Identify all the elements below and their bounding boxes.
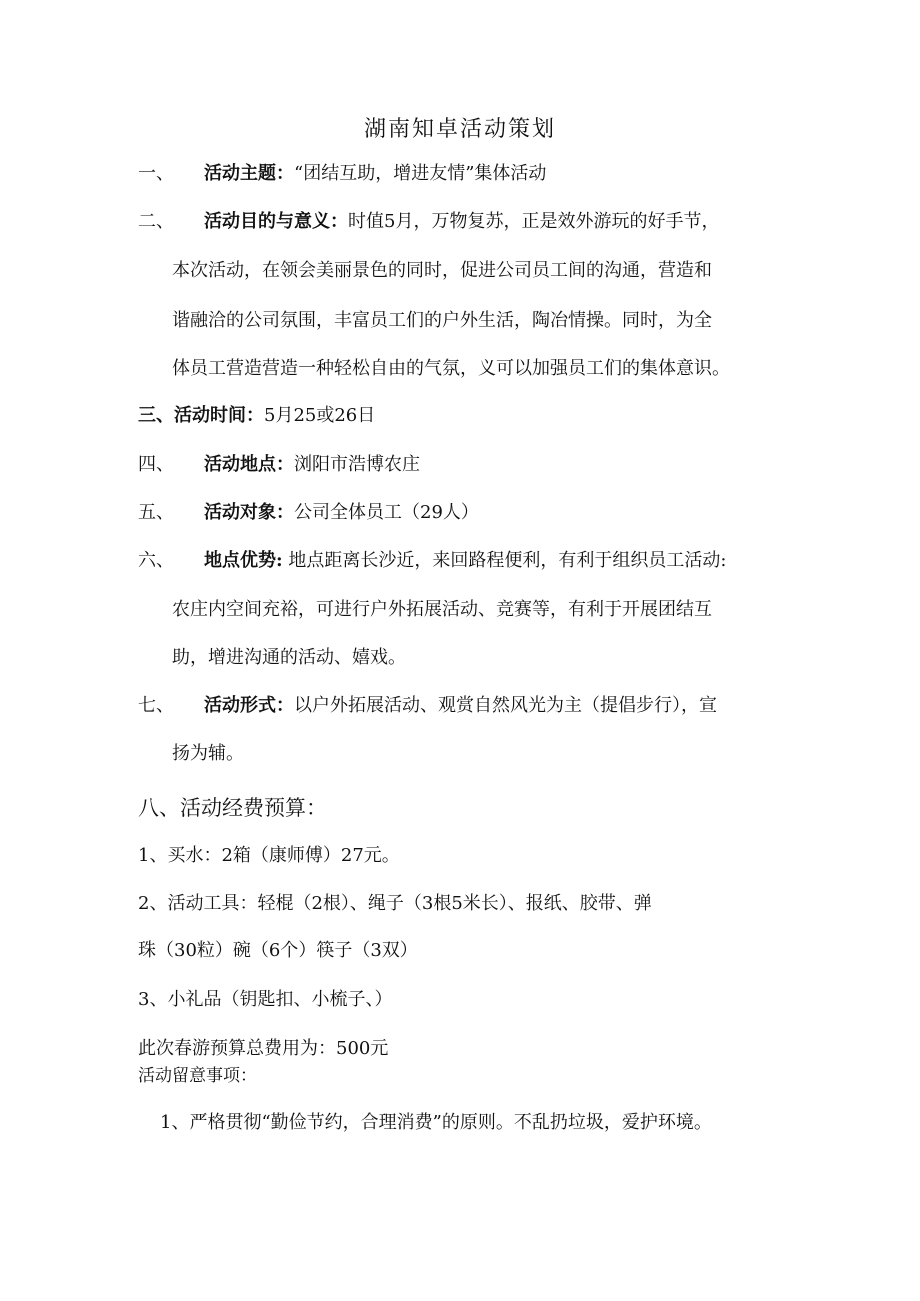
section-1-number: 一、 bbox=[138, 163, 174, 184]
section-6-text: 地点距离长沙近，来回路程便利，有利于组织员工活动: bbox=[282, 550, 727, 571]
section-5-number: 五、 bbox=[138, 502, 174, 523]
notes-heading: 活动留意事项： bbox=[138, 1066, 257, 1086]
section-2-line: 谐融洽的公司氛围，丰富员工们的户外生活，陶冶情操。同时，为全 bbox=[172, 310, 712, 331]
budget-item: 1、买水：2箱（康师傅）27元。 bbox=[138, 845, 400, 866]
budget-heading: 八、活动经费预算： bbox=[138, 796, 327, 820]
section-1-text: “团结互助，增进友情”集体活动 bbox=[294, 163, 547, 184]
section-4-label: 活动地点： bbox=[204, 454, 294, 475]
budget-item: 珠（30粒）碗（6个）筷子（3双） bbox=[138, 940, 418, 961]
budget-item: 2、活动工具：轻棍（2根）、绳子（3根5米长）、报纸、胶带、弹 bbox=[138, 893, 652, 914]
section-2-text: 时值5月，万物复苏，正是效外游玩的好手节， bbox=[348, 211, 720, 232]
notes-item: 1、严格贯彻“勤俭节约，合理消费”的原则。不乱扔垃圾，爱护环境。 bbox=[160, 1112, 712, 1133]
section-3-number: 三、 bbox=[138, 405, 174, 426]
budget-item: 3、小礼品（钥匙扣、小梳子、） bbox=[138, 989, 393, 1010]
section-6-label: 地点优势: bbox=[204, 550, 283, 571]
section-2-number: 二、 bbox=[138, 211, 174, 232]
section-6-number: 六、 bbox=[138, 550, 174, 571]
section-3-text: 5月25或26日 bbox=[264, 405, 376, 426]
section-2-label: 活动目的与意义： bbox=[204, 211, 348, 232]
section-3 bbox=[138, 404, 375, 428]
section-6-line: 助，增进沟通的活动、嬉戏。 bbox=[172, 647, 406, 668]
section-7-line: 扬为辅。 bbox=[172, 743, 244, 764]
section-2-line: 体员工营造营造一种轻松自由的气氛，义可以加强员工们的集体意识。 bbox=[172, 358, 730, 379]
section-7-number: 七、 bbox=[138, 695, 174, 716]
budget-total: 此次春游预算总费用为：500元 bbox=[138, 1038, 389, 1059]
section-3-label: 活动时间： bbox=[174, 405, 264, 426]
section-4-text: 浏阳市浩博农庄 bbox=[294, 454, 420, 475]
section-2-line: 本次活动，在领会美丽景色的同时，促进公司员工间的沟通，营造和 bbox=[172, 260, 712, 281]
section-6-line: 农庄内空间充裕，可进行户外拓展活动、竞赛等，有利于开展团结互 bbox=[172, 599, 712, 620]
document-title: 湖南知卓活动策划 bbox=[363, 117, 556, 142]
section-5-text: 公司全体员工（29人） bbox=[294, 502, 479, 523]
section-7-text: 以户外拓展活动、观赏自然风光为主（提倡步行），宣 bbox=[294, 695, 717, 716]
section-5-label: 活动对象： bbox=[204, 502, 294, 523]
section-1-label: 活动主题： bbox=[204, 163, 294, 184]
section-7-label: 活动形式： bbox=[204, 695, 294, 716]
section-4-number: 四、 bbox=[138, 454, 174, 475]
